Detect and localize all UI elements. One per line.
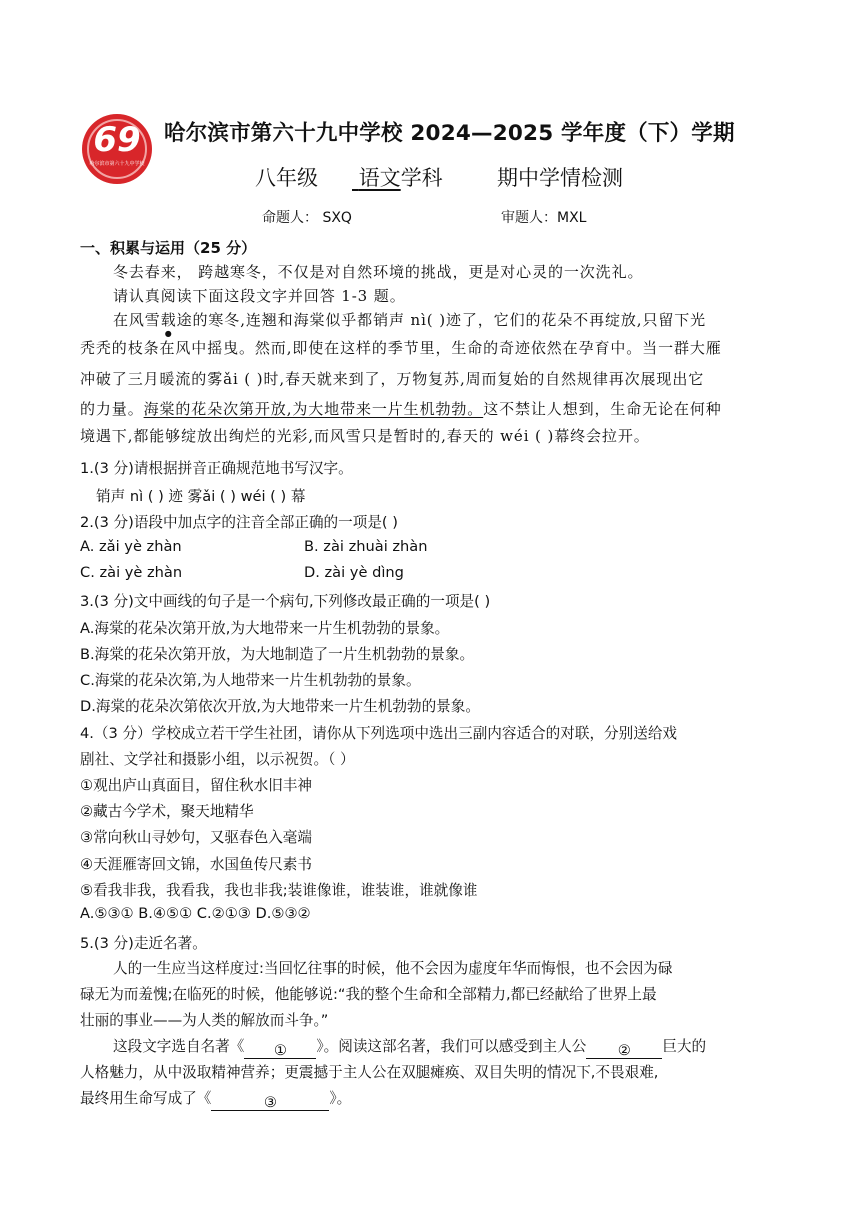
q4-option-1: ①观出庐山真面目，留住秋水旧丰神 bbox=[80, 777, 312, 794]
school-logo bbox=[82, 114, 152, 184]
q5-text: 巨大的 bbox=[662, 1038, 707, 1055]
answer-blank-1[interactable]: ① bbox=[244, 1042, 316, 1059]
underlined-sentence: 海棠的花朵次第开放,为大地带来一片生机勃勃。 bbox=[143, 400, 484, 418]
dotted-char: 载 bbox=[160, 311, 177, 329]
q1-items: 销声 nì ( ) 迹 雾ǎi ( ) wéi ( ) 幕 bbox=[96, 488, 306, 505]
q4-option-3: ③常向秋山寻妙句，又驱春色入毫端 bbox=[80, 829, 312, 846]
intro-line-2: 请认真阅读下面这段文字并回答 1-3 题。 bbox=[113, 287, 406, 305]
exam-name: 期中学情检测 bbox=[497, 166, 623, 190]
subject-name: 语文 bbox=[358, 166, 401, 190]
q5-text: 》。阅读这部名著，我们可以感受到主人公 bbox=[316, 1038, 587, 1055]
passage-text: 途的寒冬,连翘和海棠似乎都销声 nì( )迹了，它们的花朵不再绽放,只留下光 bbox=[176, 311, 707, 329]
passage-line-1 bbox=[113, 309, 706, 338]
q1-stem: 1.(3 分)请根据拼音正确规范地书写汉字。 bbox=[80, 460, 353, 477]
q5-line-2: 碌无为而羞愧;在临死的时候，他能够说:“我的整个生命和全部精力,都已经献给了世界上最 bbox=[80, 986, 657, 1003]
section-heading: 一、积累与运用（25 分） bbox=[80, 239, 257, 257]
author: 命题人： SXQ bbox=[262, 210, 352, 226]
q3-option-c: C.海棠的花朵次第,为人地带来一片生机勃勃的景象。 bbox=[80, 672, 421, 689]
q5-text: 这段文字选自名著《 bbox=[113, 1038, 245, 1055]
logo-number: 69 bbox=[93, 120, 141, 160]
q3-option-d: D.海棠的花朵次第依次开放,为大地带来一片生机勃勃的景象。 bbox=[80, 698, 480, 715]
passage-line-5: 境遇下,都能够绽放出绚烂的光彩,而风雪只是暂时的,春天的 wéi ( )幕终会拉开。 bbox=[80, 427, 650, 445]
q3-stem: 3.(3 分)文中画线的句子是一个病句,下列修改最正确的一项是( ) bbox=[80, 593, 491, 610]
q2-option-b: B. zài zhuài zhàn bbox=[304, 538, 428, 555]
grade: 八年级 bbox=[255, 166, 318, 190]
q5-stem: 5.(3 分)走近名著。 bbox=[80, 935, 207, 952]
exam-title: 哈尔滨市第六十九中学校 2024—2025 学年度（下）学期 bbox=[164, 121, 735, 146]
q5-line-3: 壮丽的事业——为人类的解放而斗争。” bbox=[80, 1012, 329, 1029]
q5-line-6 bbox=[80, 1087, 351, 1111]
q4-choices: A.⑤③① B.④⑤① C.②①③ D.⑤③② bbox=[80, 905, 311, 922]
q5-text: 最终用生命写成了《 bbox=[80, 1090, 212, 1107]
passage-text: 的力量。 bbox=[80, 400, 144, 418]
q2-option-c: C. zài yè zhàn bbox=[80, 564, 183, 581]
q4-option-4: ④天涯雁寄回文锦，水国鱼传尺素书 bbox=[80, 856, 312, 873]
passage-text: 在风雪 bbox=[113, 311, 161, 329]
q3-option-a: A.海棠的花朵次第开放,为大地带来一片生机勃勃的景象。 bbox=[80, 620, 450, 637]
subject-suffix: 学科 bbox=[400, 166, 443, 190]
reviewer: 审题人：MXL bbox=[501, 210, 587, 226]
passage-text: 这不禁让人想到，生命无论在何种 bbox=[483, 400, 722, 418]
q4-stem-1: 4.（3 分）学校成立若干学生社团，请你从下列选项中选出三副内容适合的对联，分别送给戏 bbox=[80, 725, 678, 742]
q5-line-5: 人格魅力，从中汲取精神营养；更震撼于主人公在双腿瘫痪、双目失明的情况下,不畏艰难, bbox=[80, 1064, 659, 1081]
answer-blank-3[interactable]: ③ bbox=[211, 1094, 329, 1111]
q4-stem-2: 剧社、文学社和摄影小组，以示祝贺。（ ） bbox=[80, 751, 355, 768]
q5-line-1: 人的一生应当这样度过:当回忆往事的时候，他不会因为虚度年华而悔恨，也不会因为碌 bbox=[113, 960, 673, 977]
q4-option-5: ⑤看我非我，我看我，我也非我;装谁像谁，谁装谁，谁就像谁 bbox=[80, 882, 478, 899]
passage-line-2: 秃秃的枝条在风中摇曳。然而,即使在这样的季节里，生命的奇迹依然在孕育中。当一群大雁 bbox=[80, 339, 722, 357]
q4-option-2: ②藏古今学术，聚天地精华 bbox=[80, 803, 254, 820]
logo-text: 哈尔滨市第六十九中学校 bbox=[89, 161, 145, 167]
q2-option-d: D. zài yè dìng bbox=[304, 564, 404, 581]
subject bbox=[352, 162, 443, 192]
q2-stem: 2.(3 分)语段中加点字的注音全部正确的一项是( ) bbox=[80, 514, 398, 531]
q5-line-4 bbox=[113, 1035, 706, 1059]
q5-text: 》。 bbox=[329, 1090, 352, 1107]
passage-line-4 bbox=[80, 398, 722, 419]
passage-line-3: 冲破了三月暖流的雾ǎi ( )时,春天就来到了，万物复苏,周而复始的自然规律再次展现出它 bbox=[80, 370, 705, 388]
intro-line-1: 冬去春来， 跨越寒冬，不仅是对自然环境的挑战，更是对心灵的一次洗礼。 bbox=[113, 263, 644, 281]
answer-blank-2[interactable]: ② bbox=[586, 1042, 662, 1059]
q2-option-a: A. zǎi yè zhàn bbox=[80, 538, 182, 555]
q3-option-b: B.海棠的花朵次第开放，为大地制造了一片生机勃勃的景象。 bbox=[80, 646, 475, 663]
